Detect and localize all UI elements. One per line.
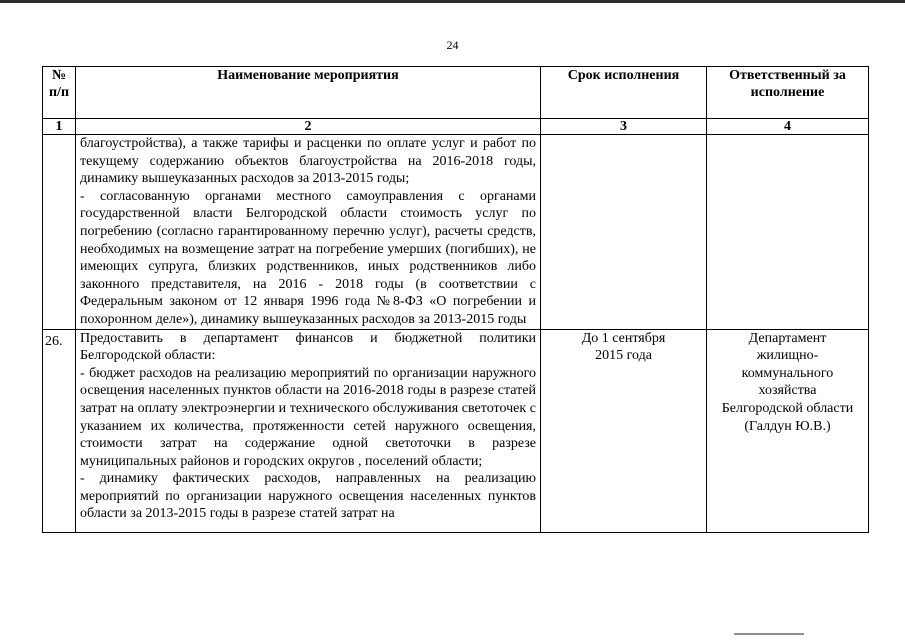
header-responsible: Ответственный за исполнение xyxy=(707,67,869,119)
header-name: Наименование мероприятия xyxy=(76,67,541,119)
page-number: 24 xyxy=(446,38,459,52)
row-26-cell xyxy=(76,329,541,532)
header-deadline: Срок исполнения xyxy=(541,67,707,119)
header-num: № п/п xyxy=(43,67,76,119)
continuation-num-cell xyxy=(43,135,76,330)
column-number: 1 xyxy=(43,119,76,135)
column-number: 2 xyxy=(76,119,541,135)
top-scan-border xyxy=(0,0,905,3)
row-number: 26. xyxy=(43,329,76,532)
deadline-text: До 1 сентября 2015 года xyxy=(541,329,707,532)
responsible-text: Департамент жилищно- коммунального хозяйства Белгородской области (Галдун Ю.В.) xyxy=(707,329,869,532)
scan-artifact xyxy=(734,633,804,635)
continuation-responsible-cell xyxy=(707,135,869,330)
table-row-26 xyxy=(43,329,869,532)
continuation-row xyxy=(43,135,869,330)
column-number: 3 xyxy=(541,119,707,135)
column-number: 4 xyxy=(707,119,869,135)
measure-text: Предоставить в департамент финансов и бюджетной политики Белгородской области: - бюджет расходов на реализацию мероприятий по организации наружного освещения населенных пунктов области на 2016-2018 годы в разрезе статей затрат на оплату электроэнергии и технического обслуживания светоточек с указанием их количества, протяженности сетей наружного освещения, стоимости затрат на содержание одной светоточки в разрезе муниципальных районов и городских округов , поселений области; - динамику фактических расходов, направленных на реализацию мероприятий по организации наружного освещения населенных пунктов области за 2013-2015 годы в разрезе статей затрат на xyxy=(80,330,536,522)
continuation-deadline-cell xyxy=(541,135,707,330)
column-number-row xyxy=(43,119,869,135)
continuation-text: благоустройства), а также тарифы и расценки по оплате услуг и работ по текущему содержанию объектов благоустройства на 2016-2018 годы, динамику вышеуказанных расходов за 2013-2015 годы; - согласованную органами местного самоуправления с органами государственной власти Белгородской области стоимость услуг по погребению (согласно гарантированному перечню услуг), расчеты средств, необходимых на возмещение затрат на погребение умерших (погибших), не имеющих супруга, близких родственников, иных родственников либо законного представителя, на 2016 - 2018 годы (в соответствии с Федеральным законом от 12 января 1996 года №8-ФЗ «О погребении и похоронном деле»), динамику вышеуказанных расходов за 2013-2015 годы xyxy=(76,135,541,330)
measures-table xyxy=(42,66,869,533)
header-row xyxy=(43,67,869,119)
